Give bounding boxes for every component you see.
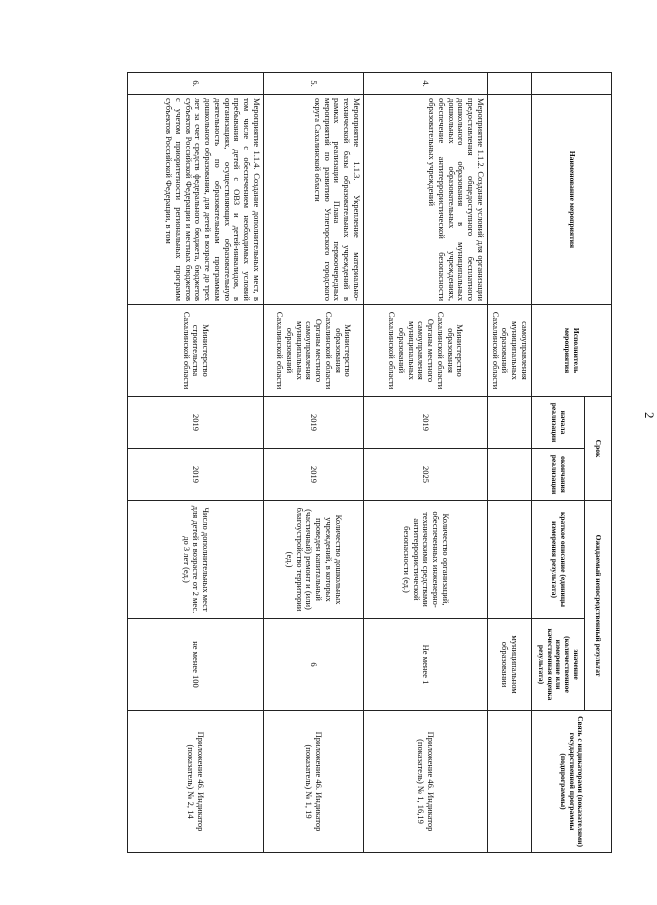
row-link: Приложение 46. Индикатор (показатель) № 1, 16,19: [363, 711, 487, 853]
table-row: [127, 73, 263, 853]
row-num: [487, 73, 531, 95]
header-link: Связь с индикаторами (показателями) государственной программы (подпрограммы): [532, 711, 612, 853]
row-name: Мероприятие 1.1.4. Создание дополнительных мест, в том числе с обеспечением необходимых условий пребывания детей с ОВЗ и детей-инвалидов, в организациях, осуществляющих образовательную деятельность по образовательным программам дошкольного образования, для детей в возрасте до трех лет за счет средств федерального бюджета, бюджетов субъектов Российской Федерации и местных бюджетов с учетом приоритетности региональных программ субъектов Российской Федерации, в том: [127, 95, 263, 305]
row-link: [487, 711, 531, 853]
header-result-desc: краткое описание (единицы измерения результата): [532, 501, 585, 619]
row-num: 6.: [127, 73, 263, 95]
row-start: 2019: [263, 397, 363, 449]
row-link: Приложение 46. Индикатор (показатель) № 2, 14: [127, 711, 263, 853]
row-start: 2019: [127, 397, 263, 449]
table-row: [363, 73, 487, 853]
row-name: Мероприятие 1.1.2. Создание условий для организации предоставления общедоступного бесплатного дошкольного образования в муниципальных дошкольных образовательных учреждениях, обеспечение антитеррористической безопасности образовательных учреждений: [363, 95, 487, 305]
header-term-start: начала реализации: [532, 397, 585, 449]
row-desc: Число дополнительных мест для детей в возрасте от 2 мес. до 3 лет (ед.): [127, 501, 263, 619]
row-value: Не менее 1: [363, 619, 487, 711]
row-name: [487, 95, 531, 305]
row-value: не менее 100: [127, 619, 263, 711]
header-num: [532, 73, 612, 95]
row-desc: Количество дошкольных учреждений, в которых проведен капитальный (частичный) ремонт и (или) благоустройство территории (ед.): [263, 501, 363, 619]
row-value: муниципальном образовании: [487, 619, 531, 711]
header-term-end: окончания реализации: [532, 449, 585, 501]
row-link: Приложение 46. Индикатор (показатель) № 1, 19: [263, 711, 363, 853]
row-end: 2019: [127, 449, 263, 501]
row-desc: Количество организаций, обеспеченных инженерно-техническими средствами антитеррористической безопасности (ед.): [363, 501, 487, 619]
row-executor: Министерство образования Сахалинской области Органы местного самоуправления муниципальных образований Сахалинской области: [363, 305, 487, 397]
table-row: [487, 73, 531, 853]
header-executor: Исполнитель мероприятия: [532, 305, 612, 397]
row-value: 6: [263, 619, 363, 711]
header-result: Ожидаемый непосредственный результат: [585, 501, 612, 711]
row-executor: Министерство строительства Сахалинской области: [127, 305, 263, 397]
rotated-page: [67, 72, 657, 852]
row-end: 2025: [363, 449, 487, 501]
row-start: 2019: [363, 397, 487, 449]
row-executor: Министерство образования Сахалинской области Органы местного самоуправления муниципальных образований Сахалинской области: [263, 305, 363, 397]
header-result-value: значение (количественное измерение или качественная оценка результата): [532, 619, 585, 711]
row-start: [487, 397, 531, 449]
row-executor: самоуправления муниципальных образований Сахалинской области: [487, 305, 531, 397]
row-desc: [487, 501, 531, 619]
row-num: 5.: [263, 73, 363, 95]
row-end: 2019: [263, 449, 363, 501]
row-end: [487, 449, 531, 501]
row-name: Мероприятие 1.1.3. Укрепление материально-технической базы образовательных учреждений в рамках реализации Плана первоочередных мероприятий по развитию Углегорского городского округа Сахалинской области: [263, 95, 363, 305]
table-row: [263, 73, 363, 853]
activities-table: [127, 72, 612, 853]
row-num: 4.: [363, 73, 487, 95]
header-name: Наименование мероприятия: [532, 95, 612, 305]
page-number: 2: [642, 412, 657, 419]
header-term: Срок: [585, 397, 612, 501]
